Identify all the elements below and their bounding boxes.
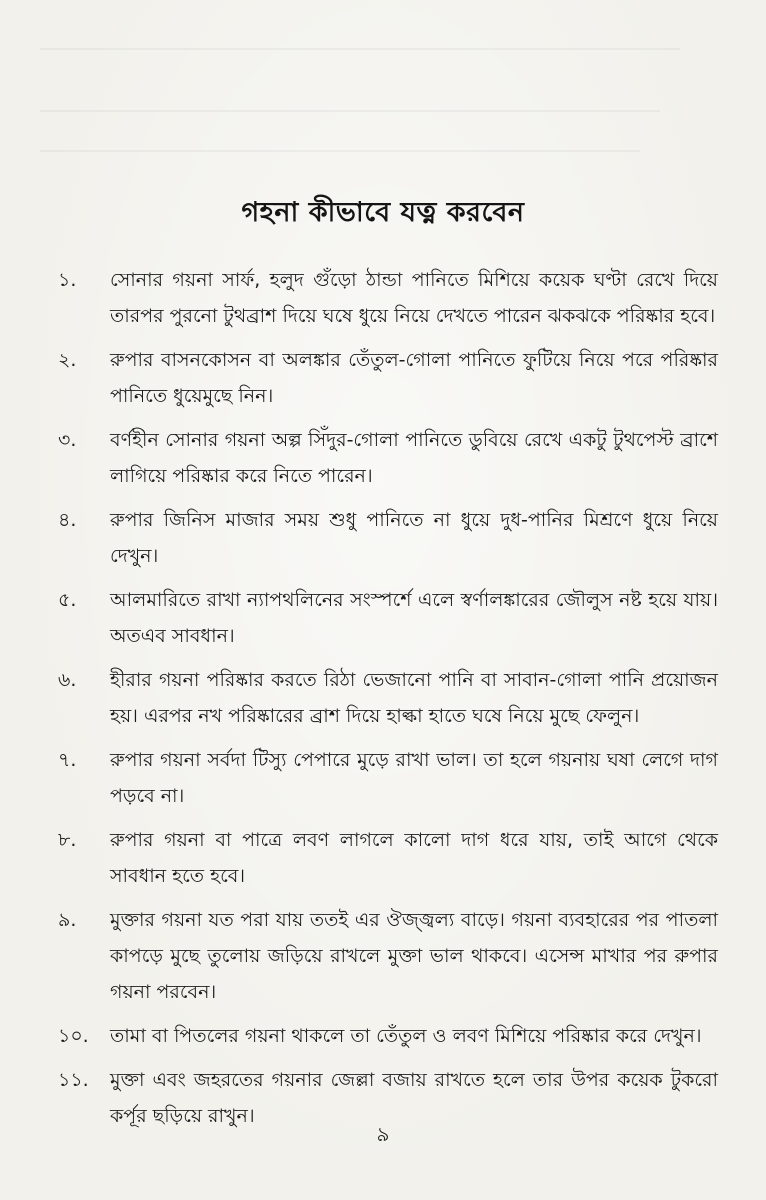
list-item — [58, 1018, 718, 1054]
item-number: ৯. — [58, 909, 77, 931]
page-title: গহনা কীভাবে যত্ন করবেন — [241, 197, 525, 228]
bleed-through-line — [40, 110, 660, 112]
item-text: হীরার গয়না পরিষ্কার করতে রিঠা ভেজানো পানি বা সাবান-গোলা পানি প্রয়োজন হয়। এরপর নখ পরিষ্কারের ব্রাশ দিয়ে হাল্কা হাতে ঘষে নিয়ে মুছে ফেলুন। — [110, 669, 718, 727]
list-item — [58, 902, 718, 1010]
item-number: ১. — [58, 269, 77, 291]
item-text: রুপার বাসনকোসন বা অলঙ্কার তেঁতুল-গোলা পানিতে ফুটিয়ে নিয়ে পরে পরিষ্কার পানিতে ধুয়েমুছে নিন। — [110, 349, 718, 407]
bleed-through-line — [40, 48, 680, 50]
item-text: সোনার গয়না সার্ফ, হলুদ গুঁড়ো ঠান্ডা পানিতে মিশিয়ে কয়েক ঘণ্টা রেখে দিয়ে তারপর পুরনো টুথব্রাশ দিয়ে ঘষে ধুয়ে নিয়ে দেখতে পারেন ঝকঝকে পরিষ্কার হবে। — [110, 269, 718, 327]
item-number: ১১. — [58, 1069, 89, 1091]
item-number: ৪. — [58, 509, 77, 531]
item-number: ৮. — [58, 829, 77, 851]
item-text: মুক্তার গয়না যত পরা যায় ততই এর ঔজ্জ্বল্য বাড়ে। গয়না ব্যবহারের পর পাতলা কাপড়ে মুছে তুলোয় জড়িয়ে রাখলে মুক্তা ভাল থাকবে। এসেন্স মাখার পর রুপার গয়না পরবেন। — [110, 909, 718, 1003]
list-item — [58, 582, 718, 654]
list-item — [58, 502, 718, 574]
list-item — [58, 822, 718, 894]
item-number: ৭. — [58, 749, 77, 771]
item-text: রুপার গয়না বা পাত্রে লবণ লাগলে কালো দাগ ধরে যায়, তাই আগে থেকে সাবধান হতে হবে। — [110, 829, 718, 887]
list-item — [58, 262, 718, 334]
item-text: রুপার গয়না সর্বদা টিস্যু পেপারে মুড়ে রাখা ভাল। তা হলে গয়নায় ঘষা লেগে দাগ পড়বে না। — [110, 749, 718, 807]
item-number: ২. — [58, 349, 77, 371]
list-item — [58, 742, 718, 814]
bleed-through-line — [40, 150, 640, 152]
list-item — [58, 422, 718, 494]
item-text: বর্ণহীন সোনার গয়না অল্প সিঁদুর-গোলা পানিতে ডুবিয়ে রেখে একটু টুথপেস্ট ব্রাশে লাগিয়ে পরিষ্কার করে নিতে পারেন। — [110, 429, 718, 487]
item-number: ১০. — [58, 1025, 89, 1047]
item-number: ৬. — [58, 669, 77, 691]
item-text: মুক্তা এবং জহরতের গয়নার জেল্লা বজায় রাখতে হলে তার উপর কয়েক টুকরো কর্পূর ছড়িয়ে রাখুন। — [110, 1069, 718, 1127]
list-item — [58, 662, 718, 734]
list-item — [58, 342, 718, 414]
care-tips-list — [58, 262, 718, 1142]
item-text: তামা বা পিতলের গয়না থাকলে তা তেঁতুল ও লবণ মিশিয়ে পরিষ্কার করে দেখুন। — [110, 1025, 702, 1047]
item-number: ৩. — [58, 429, 77, 451]
item-number: ৫. — [58, 589, 77, 611]
item-text: রুপার জিনিস মাজার সময় শুধু পানিতে না ধুয়ে দুধ-পানির মিশ্রণে ধুয়ে নিয়ে দেখুন। — [110, 509, 718, 567]
page-number: ৯ — [376, 1122, 390, 1146]
item-text: আলমারিতে রাখা ন্যাপথলিনের সংস্পর্শে এলে স্বর্ণালঙ্কারের জৌলুস নষ্ট হয়ে যায়। অতএব সাবধান। — [110, 589, 718, 647]
